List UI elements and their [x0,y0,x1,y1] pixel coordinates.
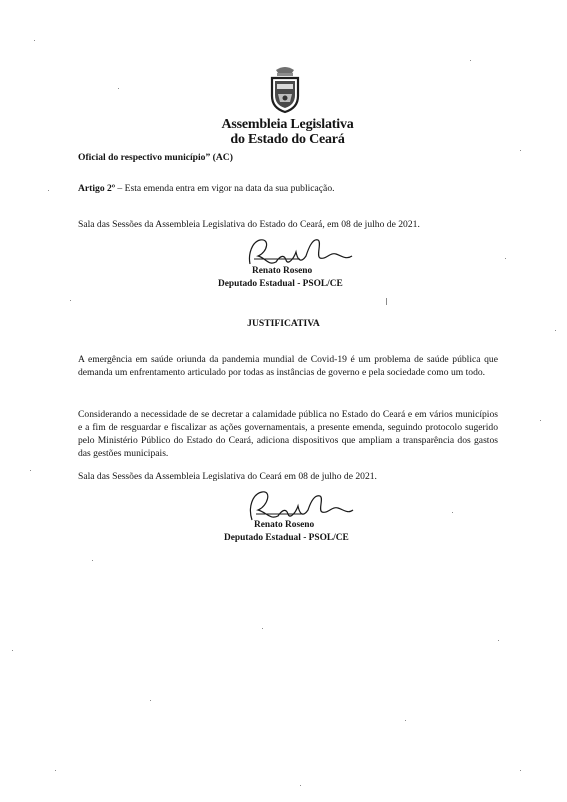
session-date-1: Sala das Sessões da Assembleia Legislativa do Estado do Ceará, em 08 de julho de 2021. [78,219,420,230]
signer-role-2: Deputado Estadual - PSOL/CE [224,533,349,543]
signer-role-1: Deputado Estadual - PSOL/CE [218,279,343,289]
ceara-coat-of-arms-icon [268,64,302,114]
signer-name-1: Renato Roseno [252,266,313,276]
article-text: – Esta emenda entra em vigor na data da sua publicação. [115,183,335,194]
justificativa-paragraph-2: Considerando a necessidade de se decretar a calamidade pública no Estado do Ceará e em vários municípios e a fim de resguardar e fiscalizar as ações governamentais, a presente emenda, seguindo protocolo sugerido pelo Ministério Público do Estado do Ceará, adiciona dispositivos que ampliam a transparência dos gastos das gestões municipais. [78,409,498,459]
signer-name-2: Renato Roseno [254,520,315,530]
session-date-2: Sala das Sessões da Assembleia Legislativa do Ceará em 08 de julho de 2021. [78,471,377,482]
official-line-text: Oficial do respectivo município [78,152,206,163]
article-2 [78,183,335,195]
article-label: Artigo 2º [78,183,116,194]
official-line [78,152,233,164]
official-line-suffix: ” (AC) [205,152,233,163]
institution-name-line1: Assembleia Legislativa [221,117,354,132]
institution-name-line2: do Estado do Ceará [230,132,345,147]
justificativa-paragraph-1: A emergência em saúde oriunda da pandemia mundial de Covid-19 é um problema de saúde pública que demanda um enfrentamento articulado por todas as instâncias de governo e pela sociedade como um todo. [78,354,498,378]
justificativa-title: JUSTIFICATIVA [247,318,320,329]
